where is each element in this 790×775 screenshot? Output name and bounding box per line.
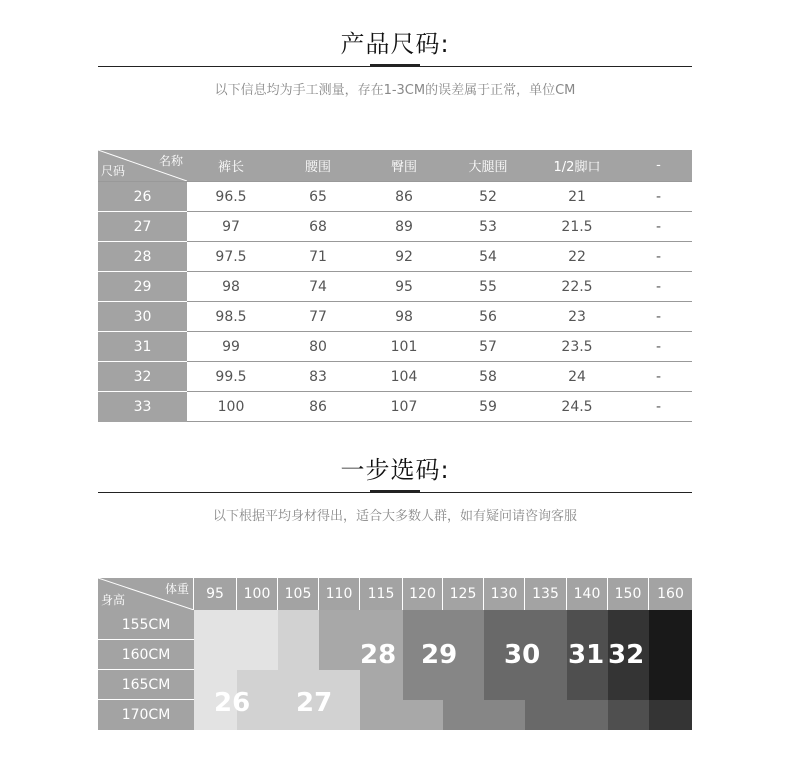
column-header: 裤长 bbox=[187, 150, 275, 182]
table-cell: 58 bbox=[447, 362, 529, 392]
size-zone bbox=[403, 610, 443, 640]
height-header: 170CM bbox=[98, 700, 194, 730]
size-zone bbox=[484, 700, 525, 730]
weight-header: 125 bbox=[443, 578, 484, 610]
table-cell: 52 bbox=[447, 182, 529, 212]
column-header: 腰围 bbox=[275, 150, 361, 182]
size-zone bbox=[649, 610, 692, 700]
size-recommendation: 32 bbox=[608, 640, 645, 670]
table-row bbox=[98, 272, 692, 302]
table-cell: - bbox=[625, 362, 692, 392]
table-cell: 54 bbox=[447, 242, 529, 272]
table-cell: 89 bbox=[361, 212, 447, 242]
corner-label-height: 身高 bbox=[101, 593, 126, 607]
size-zone bbox=[525, 700, 567, 730]
table-cell: 98.5 bbox=[187, 302, 275, 332]
title-divider-accent bbox=[370, 490, 420, 493]
table-cell: - bbox=[625, 182, 692, 212]
weight-header: 135 bbox=[525, 578, 567, 610]
row-size: 32 bbox=[98, 362, 187, 392]
table-cell: 97.5 bbox=[187, 242, 275, 272]
table-cell: 65 bbox=[275, 182, 361, 212]
table-cell: 21 bbox=[529, 182, 625, 212]
table-cell: 59 bbox=[447, 392, 529, 422]
table-cell: - bbox=[625, 212, 692, 242]
table-cell: 96.5 bbox=[187, 182, 275, 212]
table-cell: 24 bbox=[529, 362, 625, 392]
table-cell: 86 bbox=[361, 182, 447, 212]
size-recommendation: 27 bbox=[296, 688, 333, 718]
table-cell: 22 bbox=[529, 242, 625, 272]
column-header: 1/2脚口 bbox=[529, 150, 625, 182]
measurement-note: 以下信息均为手工测量，存在1-3CM的误差属于正常，单位CM bbox=[214, 83, 576, 98]
corner-label-weight: 体重 bbox=[164, 582, 189, 596]
table-row bbox=[98, 182, 692, 212]
table-cell: 55 bbox=[447, 272, 529, 302]
table-cell: 23.5 bbox=[529, 332, 625, 362]
weight-header: 150 bbox=[608, 578, 649, 610]
table-cell: 74 bbox=[275, 272, 361, 302]
table-cell: 92 bbox=[361, 242, 447, 272]
table-cell: 97 bbox=[187, 212, 275, 242]
row-size: 26 bbox=[98, 182, 187, 212]
table-cell: 77 bbox=[275, 302, 361, 332]
table-row bbox=[98, 332, 692, 362]
size-recommendation: 31 bbox=[568, 640, 605, 670]
table-cell: 95 bbox=[361, 272, 447, 302]
weight-header: 120 bbox=[403, 578, 443, 610]
row-size: 30 bbox=[98, 302, 187, 332]
table-cell: 53 bbox=[447, 212, 529, 242]
table-cell: 24.5 bbox=[529, 392, 625, 422]
height-header: 155CM bbox=[98, 610, 194, 640]
product-size-title: 产品尺码: bbox=[340, 30, 450, 58]
size-table bbox=[98, 150, 692, 422]
table-cell: 83 bbox=[275, 362, 361, 392]
table-row bbox=[98, 362, 692, 392]
table-cell: 98 bbox=[361, 302, 447, 332]
table-cell: - bbox=[625, 302, 692, 332]
column-header: - bbox=[625, 150, 692, 182]
title-divider-accent bbox=[370, 64, 420, 67]
table-cell: 99 bbox=[187, 332, 275, 362]
row-size: 28 bbox=[98, 242, 187, 272]
table-cell: - bbox=[625, 272, 692, 302]
table-cell: 56 bbox=[447, 302, 529, 332]
table-cell: 99.5 bbox=[187, 362, 275, 392]
corner-label-name: 名称 bbox=[158, 154, 183, 168]
size-zone bbox=[319, 610, 360, 670]
table-cell: 98 bbox=[187, 272, 275, 302]
table-cell: - bbox=[625, 242, 692, 272]
size-zone bbox=[649, 700, 692, 730]
size-zone bbox=[403, 700, 443, 730]
table-row bbox=[98, 242, 692, 272]
table-cell: 57 bbox=[447, 332, 529, 362]
size-zone bbox=[608, 700, 649, 730]
size-zone bbox=[237, 610, 278, 670]
size-selector-grid bbox=[98, 578, 692, 730]
size-table-header bbox=[98, 150, 692, 182]
table-cell: 68 bbox=[275, 212, 361, 242]
size-table-corner bbox=[98, 150, 187, 182]
table-row bbox=[98, 392, 692, 422]
table-row bbox=[98, 212, 692, 242]
quick-select-title: 一步选码: bbox=[340, 456, 450, 484]
row-size: 29 bbox=[98, 272, 187, 302]
table-cell: 23 bbox=[529, 302, 625, 332]
size-recommendation: 30 bbox=[504, 640, 541, 670]
table-cell: - bbox=[625, 332, 692, 362]
column-header: 大腿围 bbox=[447, 150, 529, 182]
table-cell: 100 bbox=[187, 392, 275, 422]
row-size: 33 bbox=[98, 392, 187, 422]
weight-header: 105 bbox=[278, 578, 319, 610]
table-cell: 107 bbox=[361, 392, 447, 422]
weight-header: 130 bbox=[484, 578, 525, 610]
corner-label-size: 尺码 bbox=[101, 164, 126, 178]
size-recommendation: 26 bbox=[214, 688, 251, 718]
size-recommendation: 28 bbox=[360, 640, 397, 670]
weight-header: 140 bbox=[567, 578, 608, 610]
table-cell: 101 bbox=[361, 332, 447, 362]
size-zone bbox=[443, 610, 484, 730]
size-zone bbox=[360, 610, 403, 730]
table-cell: 86 bbox=[275, 392, 361, 422]
table-cell: 80 bbox=[275, 332, 361, 362]
size-zone bbox=[567, 700, 608, 730]
selector-corner bbox=[98, 578, 194, 610]
table-cell: 21.5 bbox=[529, 212, 625, 242]
size-recommendation: 29 bbox=[421, 640, 458, 670]
table-cell: 104 bbox=[361, 362, 447, 392]
row-size: 27 bbox=[98, 212, 187, 242]
weight-header: 110 bbox=[319, 578, 360, 610]
selection-note: 以下根据平均身材得出，适合大多数人群，如有疑问请咨询客服 bbox=[212, 509, 577, 524]
weight-header: 160 bbox=[649, 578, 692, 610]
height-header: 160CM bbox=[98, 640, 194, 670]
column-header: 臀围 bbox=[361, 150, 447, 182]
weight-header: 115 bbox=[360, 578, 403, 610]
table-row bbox=[98, 302, 692, 332]
weight-header: 100 bbox=[237, 578, 278, 610]
height-header: 165CM bbox=[98, 670, 194, 700]
row-size: 31 bbox=[98, 332, 187, 362]
table-cell: 22.5 bbox=[529, 272, 625, 302]
table-cell: 71 bbox=[275, 242, 361, 272]
table-cell: - bbox=[625, 392, 692, 422]
weight-header: 95 bbox=[194, 578, 237, 610]
